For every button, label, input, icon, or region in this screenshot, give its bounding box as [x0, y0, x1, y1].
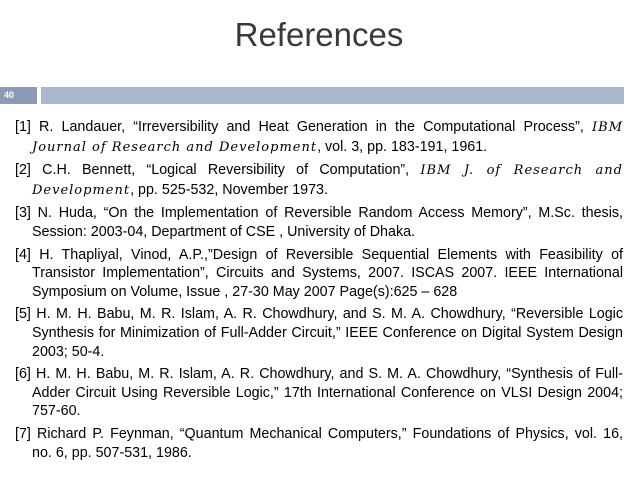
reference-journal: IBM Journal of Research and Development [32, 120, 623, 155]
reference-journal: IBM J. of Research and Development [32, 163, 623, 198]
decorative-bar [41, 87, 624, 104]
reference-item [15, 161, 623, 200]
header-bar [0, 87, 638, 104]
reference-text-end: , vol. 3, pp. 183-191, 1961. [317, 138, 488, 155]
reference-item: [7] Richard P. Feynman, “Quantum Mechanical Computers,” Foundations of Physics, vol. 16, no. 6, pp. 507-531, 1986. [15, 425, 623, 461]
slide-number: 40 [0, 87, 37, 104]
reference-item: [4] H. Thapliyal, Vinod, A.P.,”Design of Reversible Sequential Elements with Feasibility of Transistor Implementation”, Circuits and Systems, 2007. ISCAS 2007. IEEE International Symposium on Volume, Issue , 27-30 May 2007 Page(s):625 – 628 [15, 246, 623, 300]
reference-list [15, 118, 623, 466]
reference-text-end: , pp. 525-532, November 1973. [130, 181, 328, 198]
slide-title: References [234, 16, 404, 53]
reference-item: [6] H. M. H. Babu, M. R. Islam, A. R. Chowdhury, and S. M. A. Chowdhury, “Synthesis of Full-Adder Circuit Using Reversible Logic,” 17th International Conference on VLSI Design 2004; 757-60. [15, 366, 623, 420]
reference-text: [1] R. Landauer, “Irreversibility and Heat Generation in the Computational Process”, [15, 119, 584, 135]
reference-item [15, 118, 623, 157]
reference-item: [3] N. Huda, “On the Implementation of Reversible Random Access Memory”, M.Sc. thesis, Session: 2003-04, Department of CSE , University of Dhaka. [15, 205, 623, 240]
reference-item: [5] H. M. H. Babu, M. R. Islam, A. R. Chowdhury, and S. M. A. Chowdhury, “Reversible Logic Synthesis for Minimization of Full-Adder Circuit,” IEEE Conference on Digital System Design 2003; 50-4. [15, 306, 623, 360]
reference-text: [2] C.H. Bennett, “Logical Reversibility of Computation”, [15, 162, 410, 179]
